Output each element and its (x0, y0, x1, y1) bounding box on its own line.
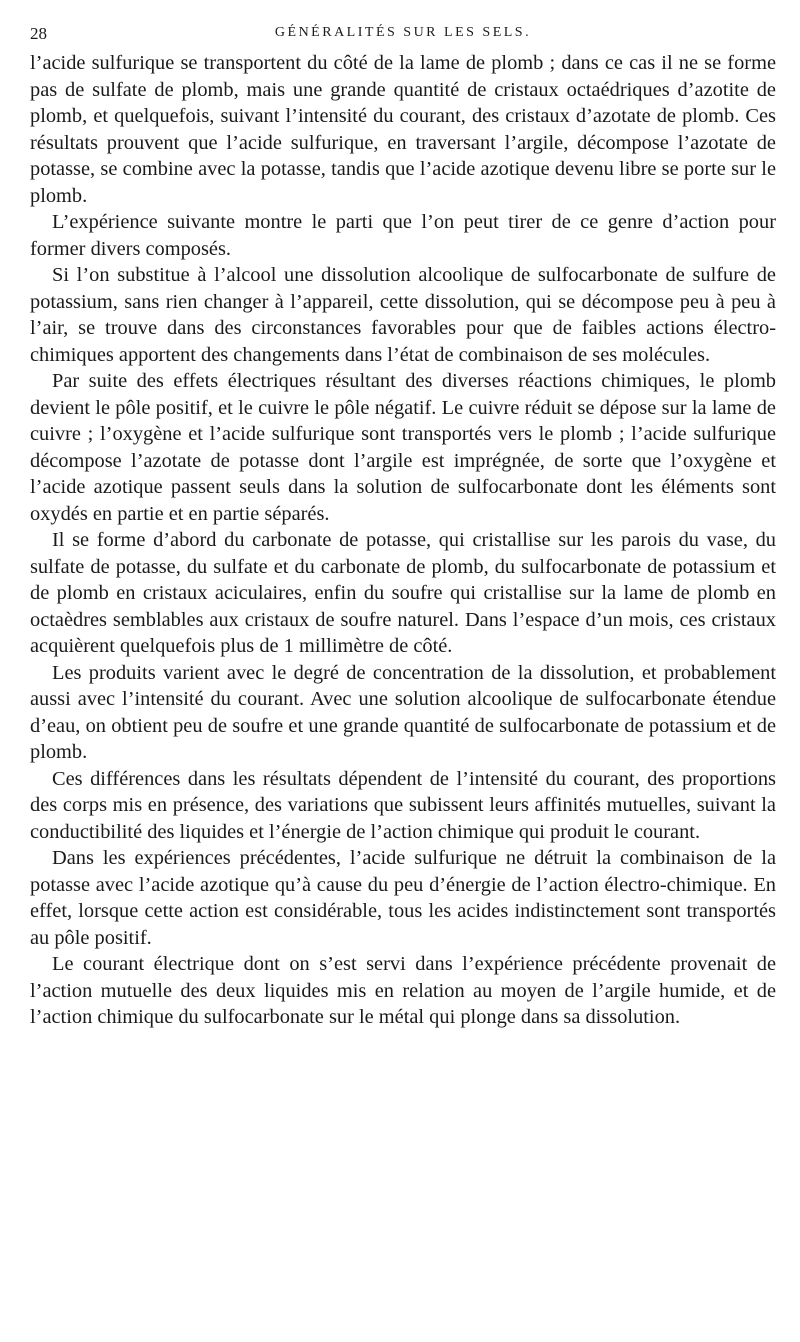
book-page (30, 20, 776, 1031)
paragraph-3: Si l’on substitue à l’alcool une dissolution alcoolique de sulfocarbonate de sulfure de potassium, sans rien changer à l’appareil, cette dissolution, qui se décompose peu à peu à l’air, se trouve dans des circonstances favorables pour que de faibles actions électro-chimiques apportent des changements dans l’état de combinaison de ses molécules. (30, 264, 776, 366)
paragraph-1: l’acide sulfurique se transportent du côté de la lame de plomb ; dans ce cas il ne se forme pas de sulfate de plomb, mais une grande quantité de cristaux octaédriques d’azotite de plomb, et quelquefois, suivant l’intensité du courant, des cristaux d’azotate de plomb. Ces résultats prouvent que l’acide sulfurique, en traversant l’argile, décompose l’azotate de potasse, se combine avec la potasse, tandis que l’acide azotique devenu libre se porte sur le plomb. (30, 52, 776, 207)
running-head: GÉNÉRALITÉS SUR LES SELS. (274, 25, 532, 40)
paragraph-8: Dans les expériences précédentes, l’acide sulfurique ne détruit la combinaison de la potasse avec l’acide azotique qu’à cause du peu d’énergie de l’action électro-chimique. En effet, lorsque cette action est considérable, tous les acides indistinctement sont transportés au pôle positif. (30, 847, 776, 949)
body-text (30, 50, 776, 1031)
page-header (30, 20, 776, 50)
paragraph-2: L’expérience suivante montre le parti que l’on peut tirer de ce genre d’action pour former divers composés. (30, 211, 776, 260)
page-number: 28 (30, 24, 47, 43)
paragraph-6: Les produits varient avec le degré de concentration de la dissolution, et probablement aussi avec l’intensité du courant. Avec une solution alcoolique de sulfocarbonate étendue d’eau, on obtient peu de soufre et une grande quantité de sulfocarbonate de potassium et de plomb. (30, 661, 776, 763)
paragraph-5: Il se forme d’abord du carbonate de potasse, qui cristallise sur les parois du vase, du sulfate de potasse, du sulfate et du carbonate de plomb, du sulfocarbonate de potassium et de plomb en cristaux aciculaires, enfin du soufre qui cristallise sur la lame de plomb en octaèdres semblables aux cristaux de soufre naturel. Dans l’espace d’un mois, ces cristaux acquièrent quelquefois plus de 1 millimètre de côté. (30, 529, 776, 657)
paragraph-4: Par suite des effets électriques résultant des diverses réactions chimiques, le plomb devient le pôle positif, et le cuivre le pôle négatif. Le cuivre réduit se dépose sur la lame de cuivre ; l’oxygène et l’acide sulfurique sont transportés vers le plomb ; l’acide sulfurique décompose l’azotate de potasse dont l’argile est imprégnée, de sorte que l’oxygène et l’acide azotique passent seuls dans la solution de sulfocarbonate dont les éléments sont oxydés en partie et en partie séparés. (30, 370, 776, 525)
paragraph-9: Le courant électrique dont on s’est servi dans l’expérience précédente provenait de l’action mutuelle des deux liquides mis en relation au moyen de l’argile humide, et de l’action chimique du sulfocarbonate sur le métal qui plonge dans sa dissolution. (30, 953, 776, 1028)
paragraph-7: Ces différences dans les résultats dépendent de l’intensité du courant, des proportions des corps mis en présence, des variations que subissent leurs affinités mutuelles, suivant la conductibilité des liquides et l’énergie de l’action chimique qui produit le courant. (30, 767, 776, 843)
